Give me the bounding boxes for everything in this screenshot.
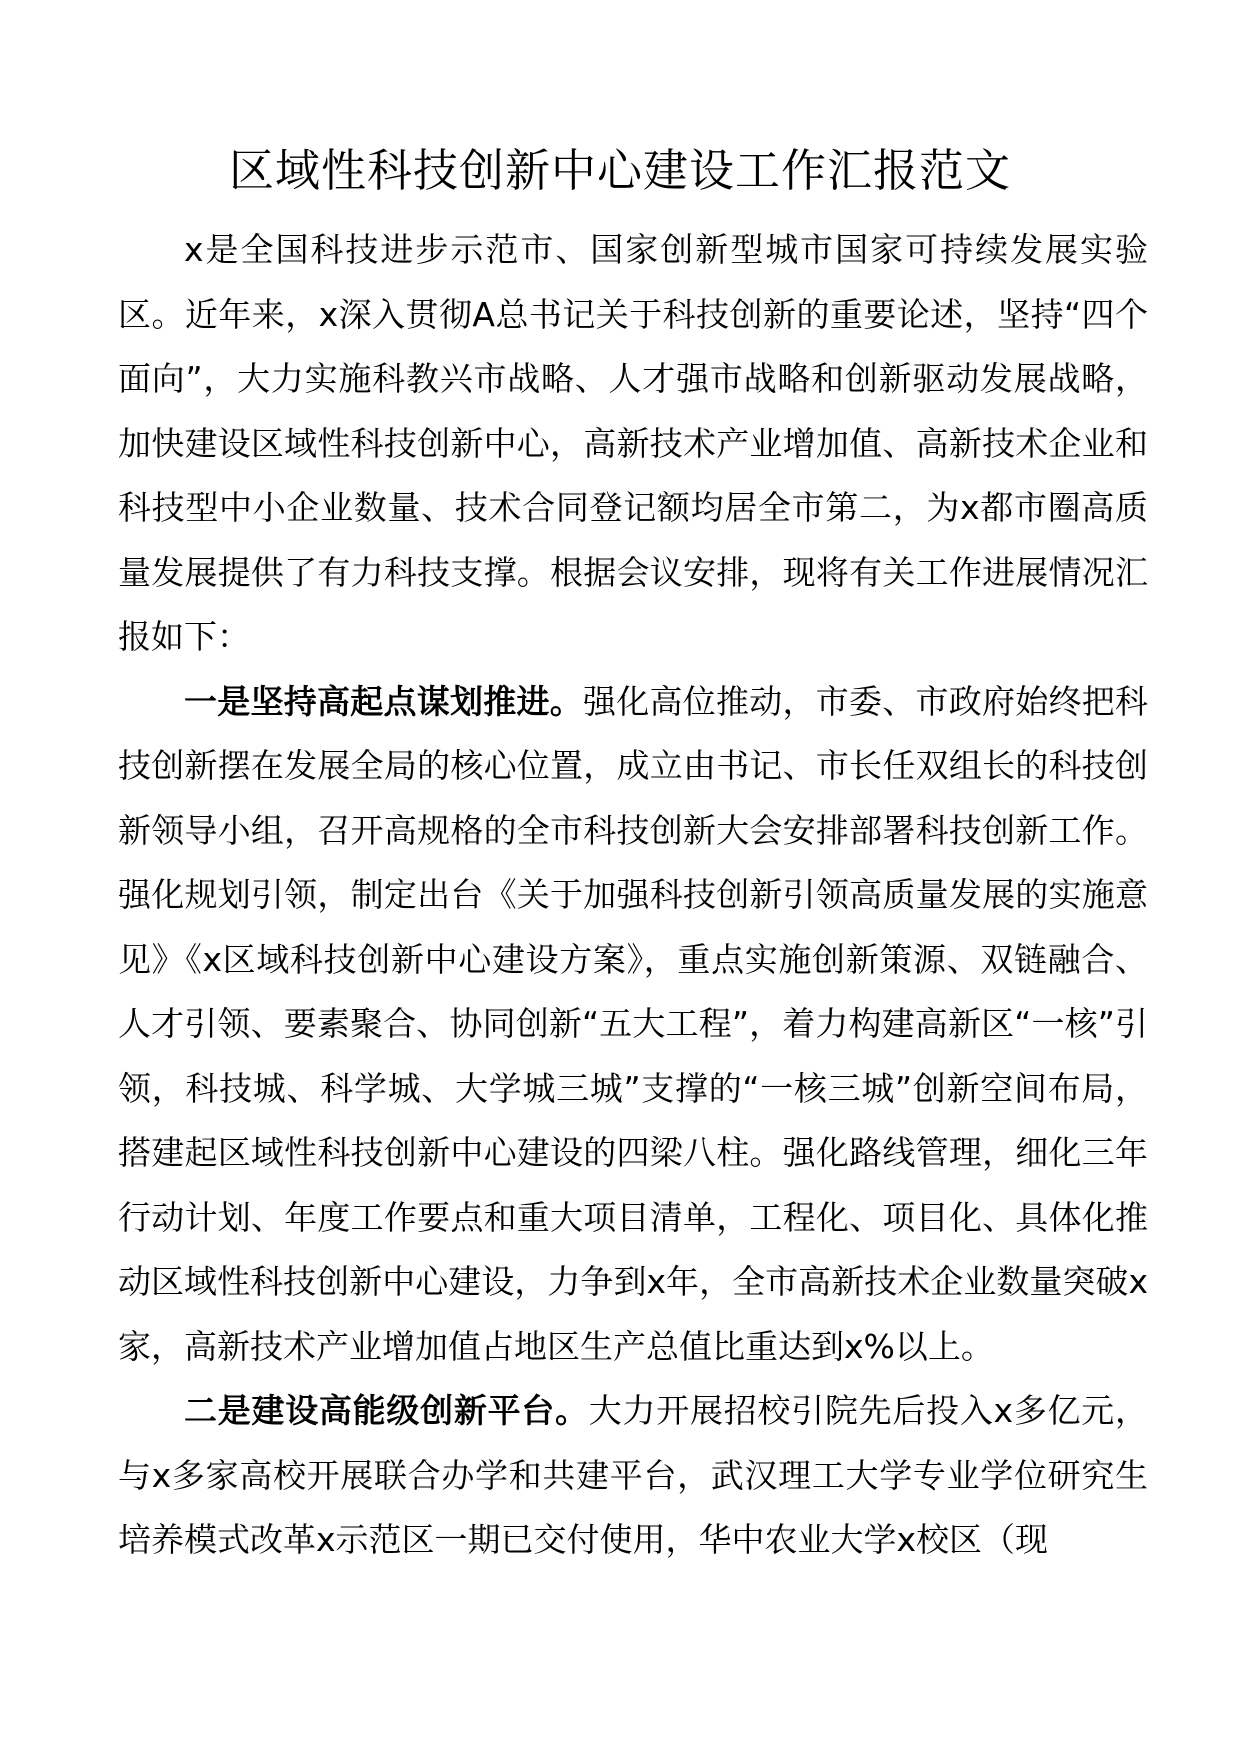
paragraph-lead: 一是坚持高起点谋划推进。 [184,681,583,721]
paragraph-section-2 [118,1379,1148,1573]
document-body [118,218,1148,1573]
paragraph-text: x是全国科技进步示范市、国家创新型城市国家可持续发展实验区。近年来，x深入贯彻A总书记关于科技创新的重要论述，坚持“四个面向”，大力实施科教兴市战略、人才强市战略和创新驱动发展战略，加快建设区域性科技创新中心，高新技术产业增加值、高新技术企业和科技型中小企业数量、技术合同登记额均居全市第二，为x都市圈高质量发展提供了有力科技支撑。根据会议安排，现将有关工作进展情况汇报如下： [118,230,1148,656]
paragraph-text: 大力开展招校引院先后投入x多亿元，与x多家高校开展联合办学和共建平台，武汉理工大学专业学位研究生培养模式改革x示范区一期已交付使用，华中农业大学x校区（现 [118,1391,1149,1559]
paragraph-section-1 [118,670,1148,1380]
paragraph-intro [118,218,1148,670]
document-title: 区域性科技创新中心建设工作汇报范文 [228,144,1011,197]
paragraph-text: 强化高位推动，市委、市政府始终把科技创新摆在发展全局的核心位置，成立由书记、市长任双组长的科技创新领导小组，召开高规格的全市科技创新大会安排部署科技创新工作。强化规划引领，制定出台《关于加强科技创新引领高质量发展的实施意见》《x区域科技创新中心建设方案》，重点实施创新策源、双链融合、人才引领、要素聚合、协同创新“五大工程”，着力构建高新区“一核”引领，科技城、科学城、大学城三城”支撑的“一核三城”创新空间布局，搭建起区域性科技创新中心建设的四梁八柱。强化路线管理，细化三年行动计划、年度工作要点和重大项目清单，工程化、项目化、具体化推动区域性科技创新中心建设，力争到x年，全市高新技术企业数量突破x家，高新技术产业增加值占地区生产总值比重达到x%以上。 [118,681,1148,1366]
paragraph-lead: 二是建设高能级创新平台。 [184,1391,589,1430]
